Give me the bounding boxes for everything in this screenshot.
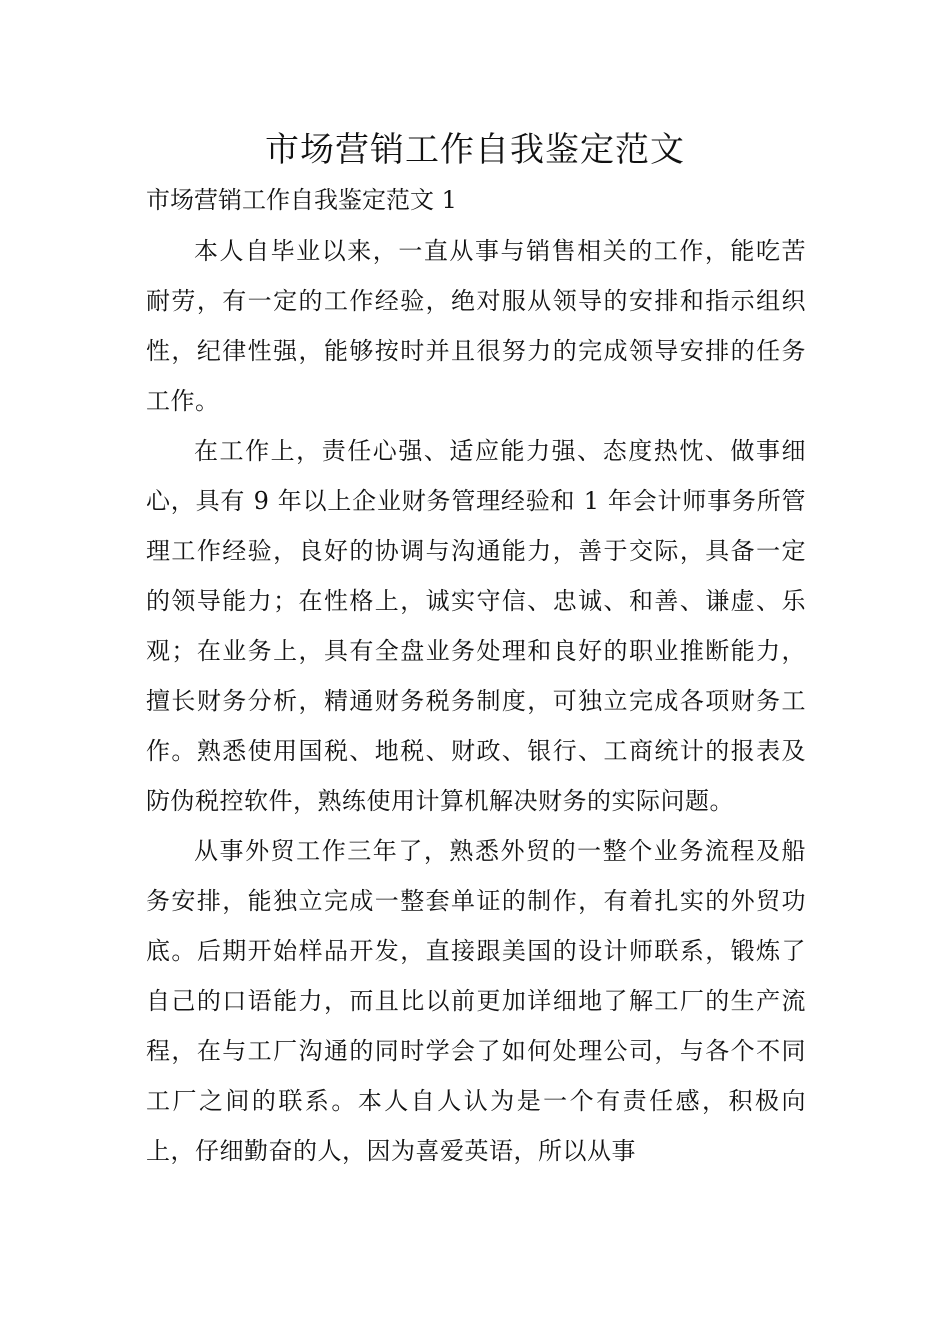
document-body [146,226,806,1176]
paragraph-1: 本人自毕业以来，一直从事与销售相关的工作，能吃苦耐劳，有一定的工作经验，绝对服从领导的安排和指示组织性，纪律性强，能够按时并且很努力的完成领导安排的任务工作。 [146,237,806,415]
paragraph-3: 从事外贸工作三年了，熟悉外贸的一整个业务流程及船务安排，能独立完成一整套单证的制作，有着扎实的外贸功底。后期开始样品开发，直接跟美国的设计师联系，锻炼了自己的口语能力，而且比以前更加详细地了解工厂的生产流程，在与工厂沟通的同时学会了如何处理公司，与各个不同工厂之间的联系。本人自人认为是一个有责任感，积极向上，仔细勤奋的人，因为喜爱英语，所以从事 [146,837,806,1165]
document-subtitle: 市场营销工作自我鉴定范文 1 [146,186,457,214]
paragraph-2: 在工作上，责任心强、适应能力强、态度热忱、做事细心，具有 9 年以上企业财务管理经验和 1 年会计师事务所管理工作经验，良好的协调与沟通能力，善于交际，具备一定的领导能力；在性格上，诚实守信、忠诚、和善、谦虚、乐观；在业务上，具有全盘业务处理和良好的职业推断能力，擅长财务分析，精通财务税务制度，可独立完成各项财务工作。熟悉使用国税、地税、财政、银行、工商统计的报表及防伪税控软件，熟练使用计算机解决财务的实际问题。 [146,437,806,815]
document-title: 市场营销工作自我鉴定范文 [265,130,685,170]
